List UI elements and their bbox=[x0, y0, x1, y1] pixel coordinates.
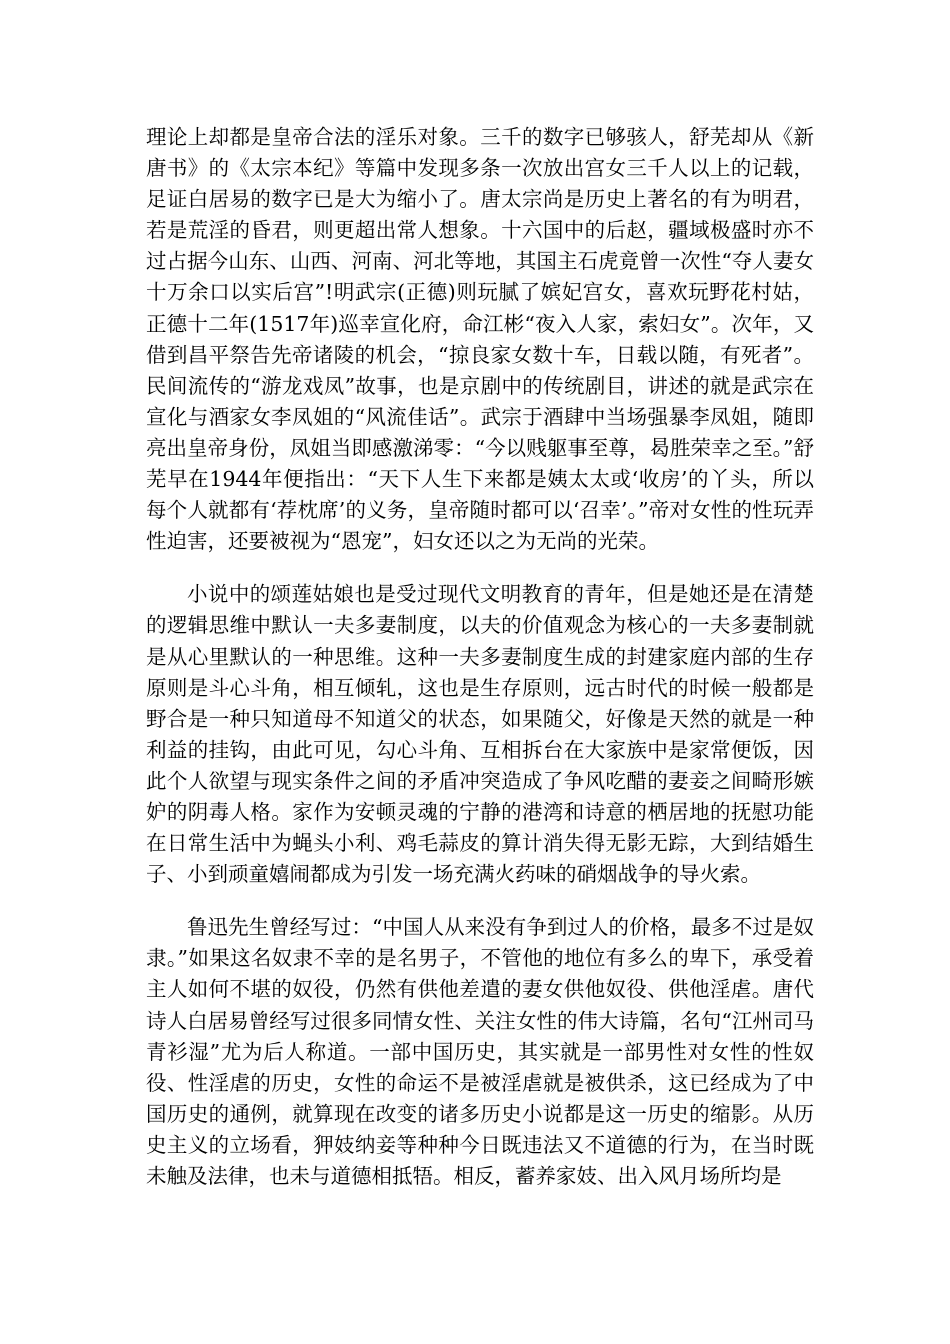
paragraph-3: 鲁迅先生曾经写过：“中国人从来没有争到过人的价格，最多不过是奴隶。”如果这名奴隶不幸的是名男子，不管他的地位有多么的卑下，承受着主人如何不堪的奴役，仍然有供他差遣的妻女供他奴役、供他淫虐。唐代诗人白居易曾经写过很多同情女性、关注女性的伟大诗篇，名句“江州司马青衫湿”尤为后人称道。一部中国历史，其实就是一部男性对女性的性奴役、性淫虐的历史，女性的命运不是被淫虐就是被供杀，这已经成为了中国历史的通例，就算现在改变的诸多历史小说都是这一历史的缩影。从历史主义的立场看，狎妓纳妾等种种今日既违法又不道德的行为，在当时既未触及法律，也未与道德相抵牾。相反，蓄养家妓、出入风月场所均是 bbox=[146, 915, 814, 1188]
paragraph-1: 理论上却都是皇帝合法的淫乐对象。三千的数字已够骇人，舒芜却从《新唐书》的《太宗本纪》等篇中发现多条一次放出宫女三千人以上的记载，足证白居易的数字已是大为缩小了。唐太宗尚是历史上著名的有为明君，若是荒淫的昏君，则更超出常人想象。十六国中的后赵，疆域极盛时亦不过占据今山东、山西、河南、河北等地，其国主石虎竟曾一次性“夺人妻女十万余口以实后宫”!明武宗(正德)则玩腻了嫔妃宫女，喜欢玩野花村姑，正德十二年(1517年)巡幸宣化府，命江彬“夜入人家，索妇女”。次年，又借到昌平祭告先帝诸陵的机会，“掠良家女数十车，日载以随，有死者”。民间流传的“游龙戏凤”故事，也是京剧中的传统剧目，讲述的就是武宗在宣化与酒家女李凤姐的“风流佳话”。武宗于酒肆中当场强暴李凤姐，随即亮出皇帝身份，凤姐当即感激涕零：“今以贱躯事至尊，曷胜荣幸之至。”舒芜早在1944年便指出：“天下人生下来都是姨太太或‘收房’的丫头，所以每个人就都有‘荐枕席’的义务，皇帝随时都可以‘召幸’。”帝对女性的性玩弄性迫害，还要被视为“恩宠”，妇女还以之为无尚的光荣。 bbox=[146, 125, 814, 554]
body-text bbox=[146, 122, 814, 1192]
paragraph-2: 小说中的颂莲姑娘也是受过现代文明教育的青年，但是她还是在清楚的逻辑思维中默认一夫多妻制度，以夫的价值观念为核心的一夫多妻制就是从心里默认的一种思维。这种一夫多妻制度生成的封建家庭内部的生存原则是斗心斗角，相互倾轧，这也是生存原则，远古时代的时候一般都是野合是一种只知道母不知道父的状态，如果随父，好像是天然的就是一种利益的挂钩，由此可见，勾心斗角、互相拆台在大家族中是家常便饭，因此个人欲望与现实条件之间的矛盾冲突造成了争风吃醋的妻妾之间畸形嫉妒的阴毒人格。家作为安顿灵魂的宁静的港湾和诗意的栖居地的抚慰功能在日常生活中为蝇头小利、鸡毛蒜皮的算计消失得无影无踪，大到结婚生子、小到顽童嬉闹都成为引发一场充满火药味的硝烟战争的导火索。 bbox=[146, 582, 814, 887]
